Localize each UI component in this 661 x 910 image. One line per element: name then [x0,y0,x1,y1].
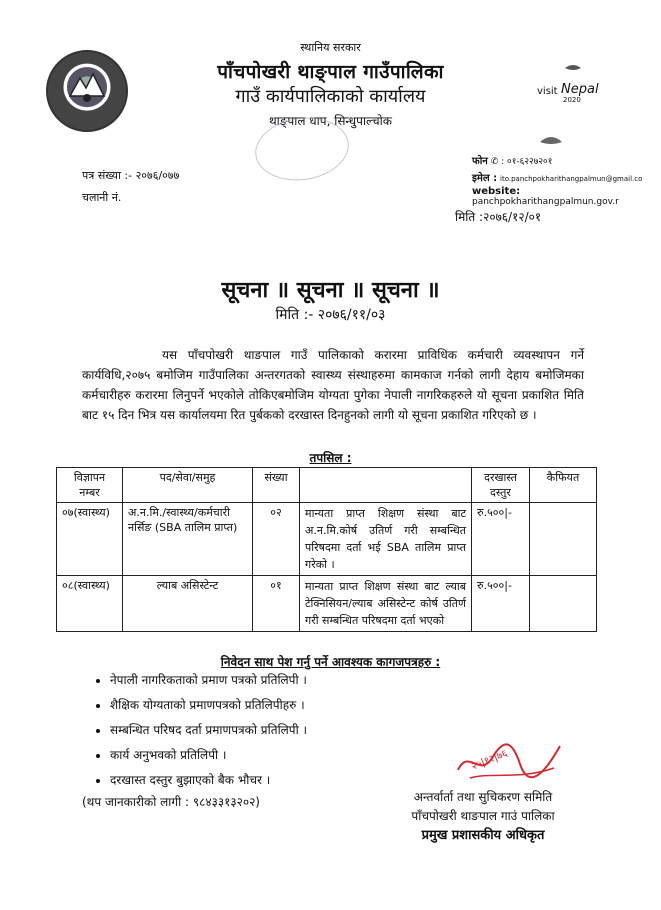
more-info: (थप जानकारीको लागी : ९८४३३१३२०२) [82,795,260,809]
phone-value: : ०१-६२२७२०१ [501,157,553,167]
year-text: 2020 [563,96,581,104]
website-value: panchpokharithangpalmun.gov.r [472,197,619,207]
cell-post: अ.न.मि./स्वास्थ्य/कर्मचारी नर्सिङ (SBA तालिम प्राप्त) [123,503,253,576]
list-item: • सम्बन्धित परिषद दर्ता प्रमाणपत्रको प्रतिलिपी । [110,718,510,743]
header-remarks: कैफियत [530,468,597,503]
contact-phone [472,153,552,167]
signature-municipality: पाँचपोखरी थाङपाल गाउं पालिका [411,809,555,823]
cell-remarks [530,503,597,576]
list-item: • नेपाली नागरिकताको प्रमाण पत्रको प्रतिलिपी । [110,668,510,693]
table-caption: तपसिल : [309,451,352,465]
phone-icon: ✆ [490,157,499,167]
header-count: संख्या [253,468,300,503]
list-item: • शैक्षिक योग्यताको प्रमाणपत्रको प्रतिलिपीहरु । [110,693,510,718]
reference-number: पत्र संख्या :- २०७६/०७७ [82,169,180,182]
small-logo-icon [538,132,564,148]
phone-label: फोन [472,156,488,167]
table-row [57,576,597,632]
list-item: • दरखास्त दस्तुर बुझाएको बैक भौचर । [110,768,510,793]
handwritten-signature [450,728,570,788]
cell-count: ०२ [253,503,300,576]
nepal-text: Nepal [561,82,599,97]
header-ad-number: विज्ञापन नम्बर [57,468,123,503]
table-header-row [57,468,597,503]
list-item: • कार्य अनुभवको प्रतिलिपी । [110,743,510,768]
cell-qualification: मान्यता प्राप्त शिक्षण संस्था बाट अ.न.मि.कोर्ष उतिर्ण गरी सम्बन्धित परिषदमा दर्ता भई SBA तालिम प्राप्त गरेको । [300,503,472,576]
letter-date: मिति :२०७६/१२/०१ [455,210,542,224]
documents-heading: निवेदन साथ पेश गर्नु पर्ने आवश्यक कागजपत्रहरु : [220,655,441,669]
header-municipality: पाँचपोखरी थाङ्पाल गाउँपालिका [217,61,444,83]
cell-qualification: मान्यता प्राप्त शिक्षण संस्था बाट ल्याब टेक्निसियन/ल्याब असिस्टेन्ट कोर्ष उतिर्ण गरी सम्बन्धित परिषदमा दर्ता भएको [300,576,472,632]
signature-handwriting: २५|१२|७६ [469,748,510,773]
notice-paragraph: यस पाँचपोखरी थाङपाल गाउँ पालिकाको करारमा प्राविधिक कर्मचारी व्यवस्थापन गर्ने कार्यविधि,२०७५ बमोजिम गाउँपालिका अन्तरगतको स्वास्थ्य संस्थाहरुमा कामकाज गर्नको लागी देहाय बमोजिमका कर्मचारीहरु करारमा लिनुपर्ने भएकोले तोकिएबमोजिम योग्यता पुगेका नेपाली नागरिकहरुले यो सूचना प्रकाशित मिति बाट १५ दिन भित्र यस कार्यालयमा रित पुर्बकको दरखास्त दिनहुनको लागी यो सूचना प्रकाशित गरिएको छ । [82,348,584,422]
header-fee: दरखास्त दस्तुर [472,468,530,503]
cell-post: ल्याब असिस्टेन्ट [123,576,253,632]
cell-fee: रु.५००|- [472,576,530,632]
header-office: गाउँ कार्यपालिकाको कार्यालय [235,86,426,107]
cell-ad-number: ०७(स्वास्थ्य) [57,503,123,576]
email-label: इमेल : [472,173,498,184]
email-value: ito.panchpokharithangpalmun@gmail.co [500,175,643,183]
visit-text: visit [537,86,558,97]
documents-list [80,668,510,793]
chalani-number: चलानी नं. [82,191,122,204]
notice-title: सूचना ॥ सूचना ॥ सूचना ॥ [221,278,440,303]
signature-officer: प्रमुख प्रशासकीय अधिकृत [421,828,545,843]
visit-nepal-logo [535,62,630,107]
header-post: पद/सेवा/समुह [123,468,253,503]
header-qualification [300,468,472,503]
notice-date: मिति :- २०७६/११/०३ [275,307,386,323]
signature-block [378,788,588,845]
signature-committee: अन्तर्वार्ता तथा सुचिकरण समिति [413,790,553,804]
vacancy-table [56,467,597,632]
cell-ad-number: ०८(स्वास्थ्य) [57,576,123,632]
cell-remarks [530,576,597,632]
header-address: थाङ्पाल धाप, सिन्धुपाल्चोक [268,114,393,128]
table-row [57,503,597,576]
cell-count: ०१ [253,576,300,632]
cell-fee: रु.५००|- [472,503,530,576]
header-local-gov: स्थानिय सरकार [300,41,361,54]
contact-website [472,186,661,207]
website-label: website: [472,186,521,197]
contact-email [472,170,642,184]
